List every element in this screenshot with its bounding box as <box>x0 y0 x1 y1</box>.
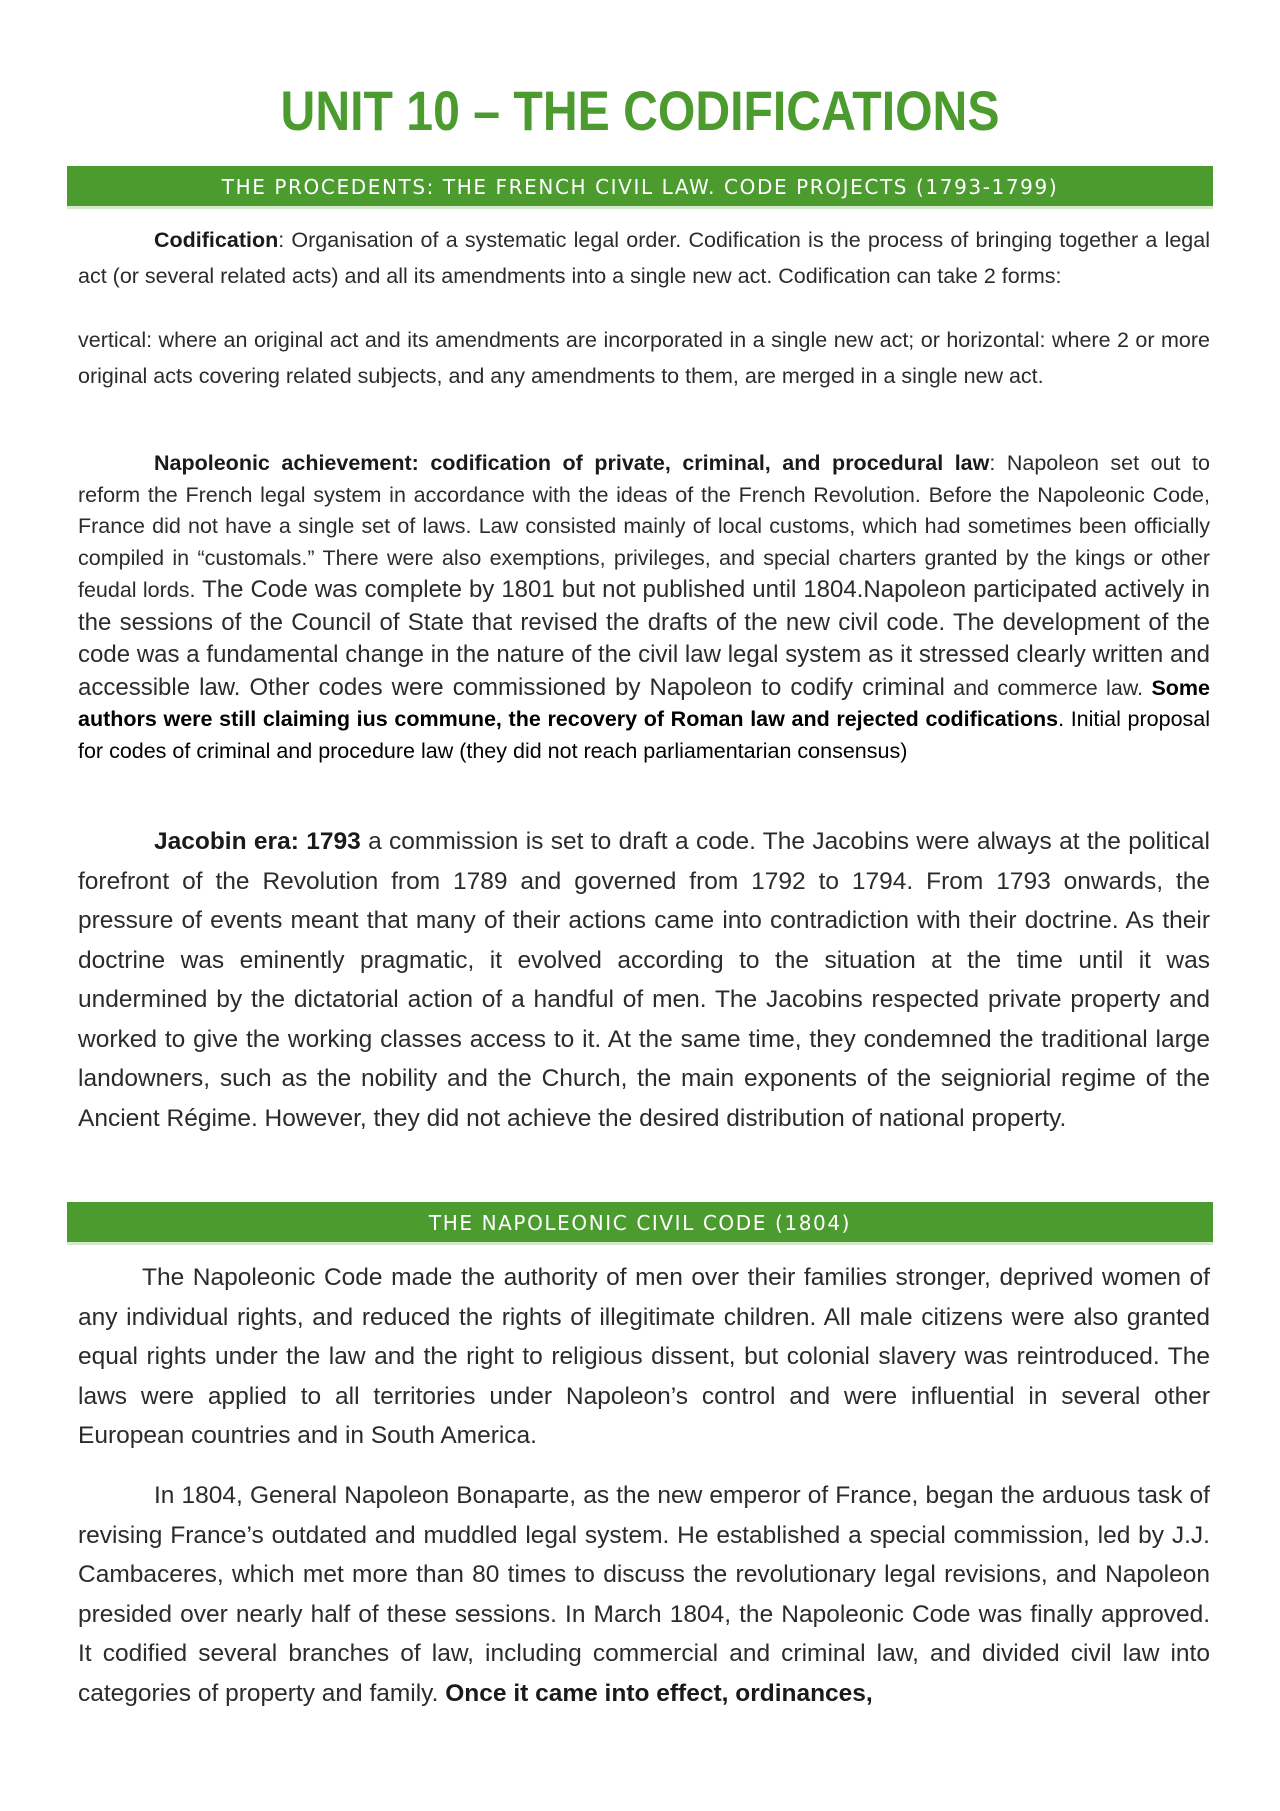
section-heading-procedents: THE PROCEDENTS: THE FRENCH CIVIL LAW. CODE PROJECTS (1793-1799) <box>67 166 1213 209</box>
paragraph-napoleonic-achievement <box>78 448 1210 767</box>
section-heading-napoleonic-code: THE NAPOLEONIC CIVIL CODE (1804) <box>67 1202 1213 1245</box>
paragraph-codification-text: : Organisation of a systematic legal order. Codification is the process of bringing together a legal act (or several related acts) and all its amendments into a single new act. Codification can take 2 forms: <box>78 228 1210 288</box>
paragraph-napoleon-1804-text: In 1804, General Napoleon Bonaparte, as the new emperor of France, began the arduous task of revising France’s outdated and muddled legal system. He established a special commission, led by J.J. Cambaceres, which met more than 80 times to discuss the revolutionary legal revisions, and Napoleon presided over nearly half of these sessions. In March 1804, the Napoleonic Code was finally approved. It codified several branches of law, including commercial and criminal law, and divided civil law into categories of property and family. <box>78 1482 1210 1707</box>
term-jacobin-era: Jacobin era: 1793 <box>154 828 361 855</box>
paragraph-napoleonic-text-c: and commerce law. <box>944 675 1152 700</box>
paragraph-napoleonic-text-d: . Initial proposal for codes of criminal and procedure law (they did not reach parliamentarian consensus) <box>78 707 1211 763</box>
paragraph-napoleonic-text-a: : Napoleon set out to reform the French legal system in accordance with the ideas of the French Revolution. Before the Napoleonic Code, France did not have a single set of laws. Law consisted mainly of local customs, which had sometimes been officially compiled in “customals.” There were also exemptions, privileges, and special charters granted by the kings or other feudal lords. <box>78 451 1210 602</box>
paragraph-napoleon-1804 <box>78 1476 1210 1713</box>
emphasis-ius-commune: Some authors were still claiming ius commune, the recovery of Roman law and rejected codifications <box>78 675 1210 731</box>
term-napoleonic-achievement: Napoleonic achievement: codification of private, criminal, and procedural law <box>154 451 990 475</box>
paragraph-codification <box>78 222 1210 294</box>
term-codification: Codification <box>154 228 279 252</box>
paragraph-napoleonic-text-b: The Code was complete by 1801 but not published until 1804.Napoleon participated actively in the sessions of the Council of State that revised the drafts of the new civil code. The development of the code was a fundamental change in the nature of the civil law legal system as it stressed clearly written and accessible law. Other codes were commissioned by Napoleon to codify criminal <box>78 576 1210 701</box>
paragraph-forms: vertical: where an original act and its amendments are incorporated in a single new act; or horizontal: where 2 or more original acts covering related subjects, and any amendments to them, are merged in a single new act. <box>78 328 1210 388</box>
paragraph-jacobin-text: a commission is set to draft a code. The Jacobins were always at the political forefront of the Revolution from 1789 and governed from 1792 to 1794. From 1793 onwards, the pressure of events meant that many of their actions came into contradiction with their doctrine. As their doctrine was eminently pragmatic, it evolved according to the situation at the time until it was undermined by the dictatorial action of a handful of men. The Jacobins respected private property and worked to give the working classes access to it. At the same time, they condemned the traditional large landowners, such as the nobility and the Church, the main exponents of the seigniorial regime of the Ancient Régime. However, they did not achieve the desired distribution of national property. <box>78 828 1210 1132</box>
emphasis-ordinances: Once it came into effect, ordinances, <box>445 1679 873 1707</box>
paragraph-napoleonic-code-effects: The Napoleonic Code made the authority of men over their families stronger, deprived women of any individual rights, and reduced the rights of illegitimate children. All male citizens were also granted equal rights under the law and the right to religious dissent, but colonial slavery was reintroduced. The laws were applied to all territories under Napoleon’s control and were influential in several other European countries and in South America. <box>78 1264 1210 1449</box>
page-title: UNIT 10 – THE CODIFICATIONS <box>280 79 1000 142</box>
paragraph-jacobin-era <box>78 822 1210 1138</box>
